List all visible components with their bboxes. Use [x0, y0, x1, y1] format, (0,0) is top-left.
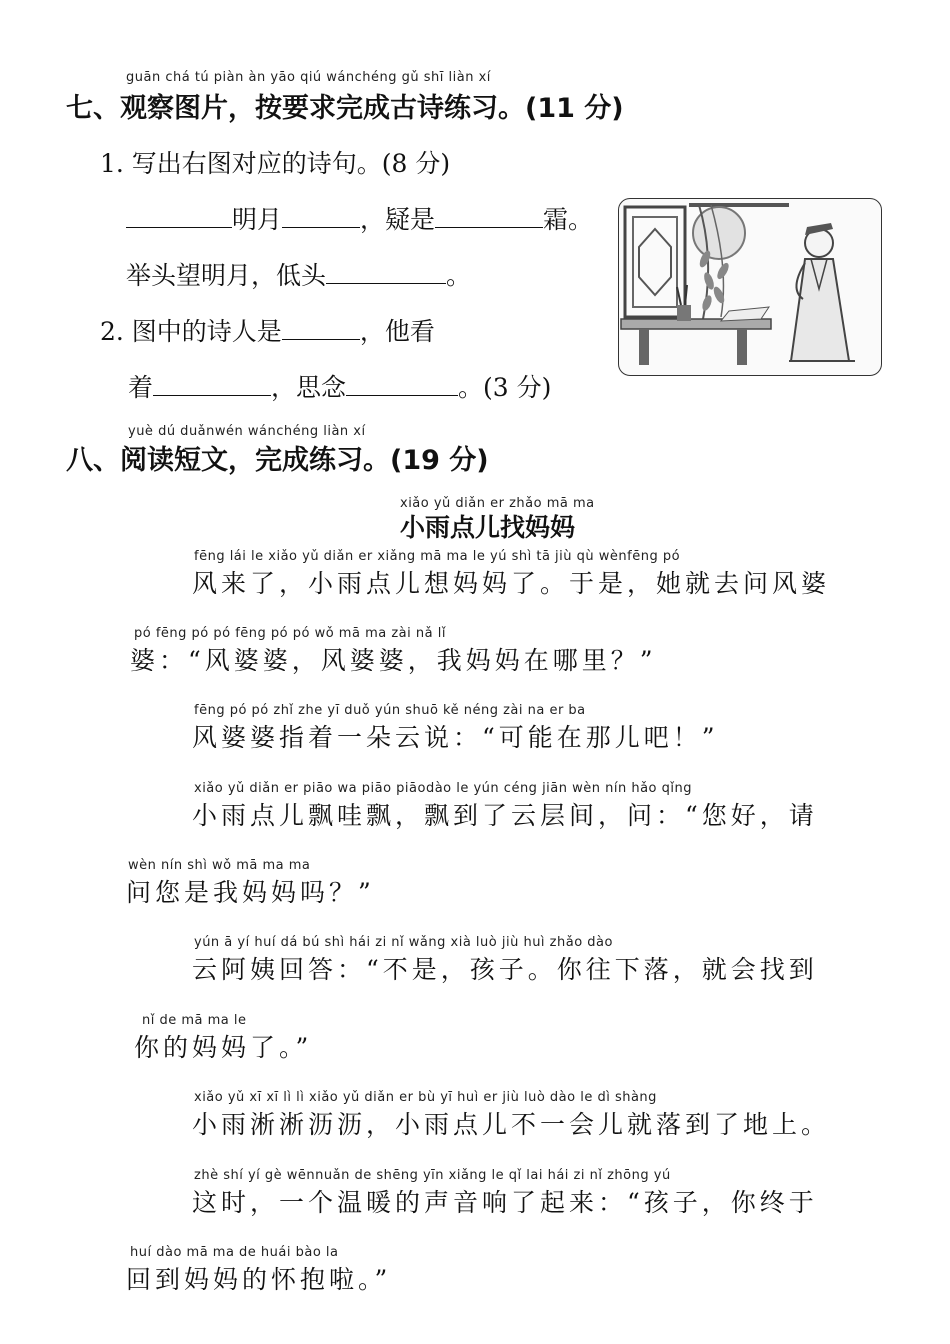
- poet-moon-icon: [619, 199, 881, 375]
- answer-blank[interactable]: [326, 259, 446, 284]
- text-fragment: 举头望明月，低头: [126, 261, 327, 290]
- section7-heading: 七、观察图片，按要求完成古诗练习。(11 分): [66, 93, 624, 124]
- text-fragment: 。: [446, 261, 472, 290]
- story-title: 小雨点儿找妈妈: [400, 513, 576, 542]
- story-line-pinyin: yún ā yí huí dá bú shì hái zi nǐ wǎng xià luò jiù huì zhǎo dào: [194, 935, 613, 950]
- text-fragment: ，疑是: [360, 205, 436, 234]
- story-line: 回到妈妈的怀抱啦。”: [126, 1265, 392, 1294]
- story-line-pinyin: nǐ de mā ma le: [142, 1013, 247, 1028]
- story-line: 问您是我妈妈吗？”: [126, 878, 375, 907]
- story-line-pinyin: zhè shí yí gè wēnnuǎn de shēng yīn xiǎng le qǐ lai hái zi nǐ zhōng yú: [194, 1168, 671, 1183]
- story-line: 小雨点儿飘哇飘，飘到了云层间，问：“您好，请: [192, 801, 818, 830]
- story-line: 你的妈妈了。”: [134, 1033, 313, 1062]
- section7-pinyin: guān chá tú piàn àn yāo qiú wánchéng gǔ shī liàn xí: [126, 70, 491, 85]
- story-title-pinyin: xiǎo yǔ diǎn er zhǎo mā ma: [400, 496, 595, 511]
- section8-pinyin: yuè dú duǎnwén wánchéng liàn xí: [128, 424, 366, 439]
- q2-line2: [128, 368, 551, 404]
- story-line-pinyin: fēng lái le xiǎo yǔ diǎn er xiǎng mā ma le yú shì tā jiù qù wènfēng pó: [194, 549, 681, 564]
- text-fragment: 明月: [232, 205, 283, 234]
- q2-line1: [100, 312, 435, 348]
- q1-line1: [126, 200, 593, 236]
- text-fragment: 。(3 分): [458, 373, 552, 402]
- story-line: 这时，一个温暖的声音响了起来：“孩子，你终于: [192, 1188, 818, 1217]
- story-line-pinyin: xiǎo yǔ xī xī lì lì xiǎo yǔ diǎn er bù yī huì er jiù luò dào le dì shàng: [194, 1090, 657, 1105]
- story-line-pinyin: huí dào mā ma de huái bào la: [130, 1245, 339, 1260]
- story-line: 风来了，小雨点儿想妈妈了。于是，她就去问风婆: [192, 569, 831, 598]
- poet-moon-illustration: [618, 198, 882, 376]
- q1-label: 1. 写出右图对应的诗句。(8 分): [100, 149, 451, 178]
- story-line-pinyin: pó fēng pó pó fēng pó pó wǒ mā ma zài nǎ lǐ: [134, 626, 446, 641]
- text-fragment: ，他看: [359, 317, 435, 346]
- text-fragment: ，思念: [271, 373, 347, 402]
- text-fragment: 2. 图中的诗人是: [100, 317, 282, 346]
- story-line: 风婆婆指着一朵云说：“可能在那儿吧！”: [192, 723, 719, 752]
- story-line-pinyin: wèn nín shì wǒ mā ma ma: [128, 858, 311, 873]
- story-line: 婆：“风婆婆，风婆婆，我妈妈在哪里？”: [130, 646, 657, 675]
- answer-blank[interactable]: [126, 203, 232, 228]
- answer-blank[interactable]: [435, 203, 543, 228]
- text-fragment: 着: [128, 373, 154, 402]
- section8-heading: 八、阅读短文，完成练习。(19 分): [66, 445, 489, 476]
- q1-line2: [126, 256, 471, 292]
- answer-blank[interactable]: [282, 203, 360, 228]
- story-line-pinyin: fēng pó pó zhǐ zhe yī duǒ yún shuō kě néng zài na er ba: [194, 703, 586, 718]
- story-line-pinyin: xiǎo yǔ diǎn er piāo wa piāo piāodào le yún céng jiān wèn nín hǎo qǐng: [194, 781, 692, 796]
- story-line: 小雨淅淅沥沥，小雨点儿不一会儿就落到了地上。: [192, 1110, 831, 1139]
- story-line: 云阿姨回答：“不是，孩子。你往下落，就会找到: [192, 955, 818, 984]
- answer-blank[interactable]: [282, 315, 360, 340]
- answer-blank[interactable]: [153, 371, 271, 396]
- answer-blank[interactable]: [346, 371, 458, 396]
- text-fragment: 霜。: [543, 205, 594, 234]
